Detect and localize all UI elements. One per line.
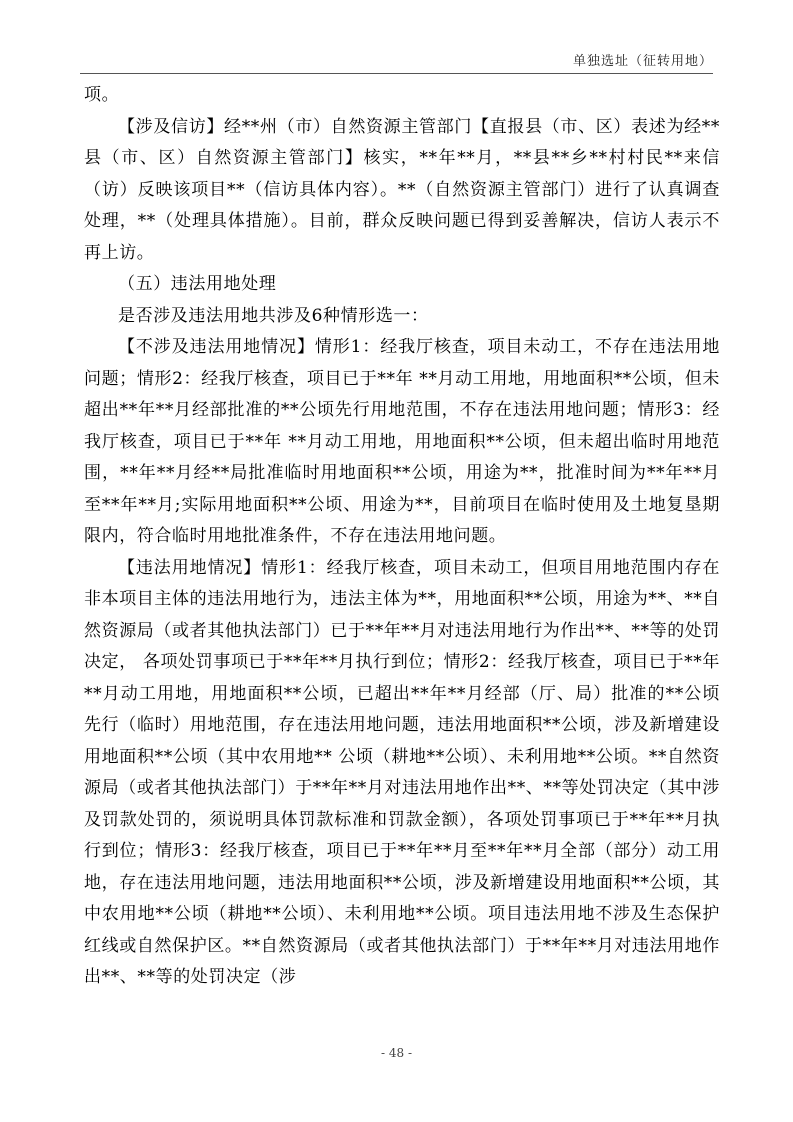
paragraph-choice-instruction: 是否涉及违法用地共涉及6种情形选一： [118,305,429,326]
document-body [84,80,720,994]
paragraph-continuation: 项。 [84,85,120,105]
paragraph-illegal-use: 【违法用地情况】情形1：经我厅核查，项目未动工，但项目用地范围内存在非本项目主体的违法用地行为，违法主体为**，用地面积**公顷，用途为**、**自然资源局（或者其他执法部门）已于**年**月对违法用地行为作出**、**等的处罚决定， 各项处罚事项已于**年**月执行到位；情形2：经我厅核查，项目已于**年 **月动工用地，用地面积**公顷，已超出**年**月经部（厅、局）批准的**公顷先行（临时）用地范围，存在违法用地问题，违法用地面积**公顷，涉及新增建设用地面积**公顷（其中农用地** 公顷（耕地**公顷）、未利用地**公顷。**自然资源局（或者其他执法部门）于**年**月对违法用地作出**、**等处罚决定（其中涉及罚款处罚的，须说明具体罚款标准和罚款金额），各项处罚事项已于**年**月执行到位；情形3：经我厅核查，项目已于**年**月至**年**月全部（部分）动工用地，存在违法用地问题，违法用地面积**公顷，涉及新增建设用地面积**公顷，其中农用地**公顷（耕地**公顷）、未利用地**公顷。项目违法用地不涉及生态保护红线或自然保护区。**自然资源局（或者其他执法部门）于**年**月对违法用地作出**、**等的处罚决定（涉 [84,557,720,987]
section-heading-illegal-land-use: （五）违法用地处理 [118,274,277,294]
page-number: - 48 - [380,1046,412,1060]
paragraph-no-illegal-use: 【不涉及违法用地情况】情形1：经我厅核查，项目未动工，不存在违法用地问题；情形2：经我厅核查，项目已于**年 **月动工用地，用地面积**公顷，但未超出**年**月经部批准的**公顷先行用地范围，不存在违法用地问题；情形3：经我厅核查，项目已于**年 **月动工用地，用地面积**公顷，但未超出临时用地范围，**年**月经**局批准临时用地面积**公顷，用途为**，批准时间为**年**月至**年**月;实际用地面积**公顷、用途为**，目前项目在临时使用及土地复垦期限内，符合临时用地批准条件，不存在违法用地问题。 [84,337,720,546]
header-rule [80,73,713,74]
running-header: 单独选址（征转用地） [572,54,713,69]
paragraph-petition: 【涉及信访】经**州（市）自然资源主管部门【直报县（市、区）表述为经**县（市、区）自然资源主管部门】核实，**年**月，**县**乡**村村民**来信（访）反映该项目**（信访具体内容）。**（自然资源主管部门）进行了认真调查处理，**（处理具体措施）。目前，群众反映问题已得到妥善解决，信访人表示不再上访。 [84,116,720,263]
